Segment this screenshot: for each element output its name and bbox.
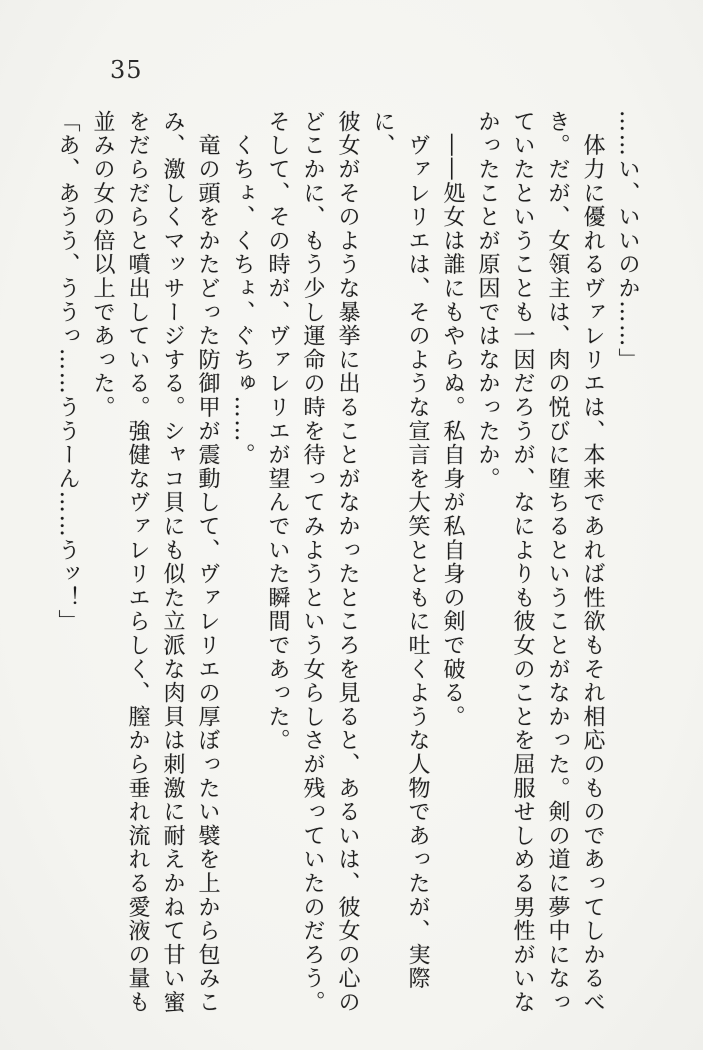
text-line: き。だが、女領主は、肉の悦びに堕ちるということがなかった。剣の道に夢中になっ	[545, 110, 570, 1015]
text-line: かったことが原因ではなかったか。	[475, 110, 500, 491]
vertical-text-block	[50, 110, 645, 1028]
text-line: み、激しくマッサージする。シャコ貝にも似た立派な肉貝は刺激に耐えかねて甘い蜜	[160, 110, 185, 1015]
text-line: どこかに、もう少し運命の時を待ってみようという女らしさが残っていたのだろう。	[300, 110, 325, 1015]
page-number: 35	[110, 56, 143, 84]
text-line: 並みの女の倍以上であった。	[90, 110, 115, 420]
text-line: くちょ、くちょ、ぐちゅ……。	[230, 110, 255, 467]
text-line: ヴァレリエは、そのような宣言を大笑とともに吐くような人物であったが、実際に、	[370, 110, 430, 991]
text-line: 体力に優れるヴァレリエは、本来であれば性欲もそれ相応のものであってしかるべ	[580, 110, 605, 1015]
text-line: 「あ、あうう、ううっ……ううーん……うッ！」	[55, 110, 80, 634]
text-line: 彼女がそのような暴挙に出ることがなかったところを見ると、あるいは、彼女の心の	[335, 110, 360, 1015]
text-line: ……い、いいのか……」	[615, 110, 640, 372]
text-line: をだらだらと噴出している。強健なヴァレリエらしく、膣から垂れ流れる愛液の量も	[125, 110, 150, 1015]
text-line: ――処女は誰にもやらぬ。私自身が私自身の剣で破る。	[440, 110, 465, 729]
text-line: 竜の頭をかたどった防御甲が震動して、ヴァレリエの厚ぼったい襞を上から包みこ	[195, 110, 220, 1015]
text-line: ていたということも一因だろうが、なによりも彼女のことを屈服せしめる男性がいな	[510, 110, 535, 1015]
text-line: そして、その時が、ヴァレリエが望んでいた瞬間であった。	[265, 110, 290, 753]
